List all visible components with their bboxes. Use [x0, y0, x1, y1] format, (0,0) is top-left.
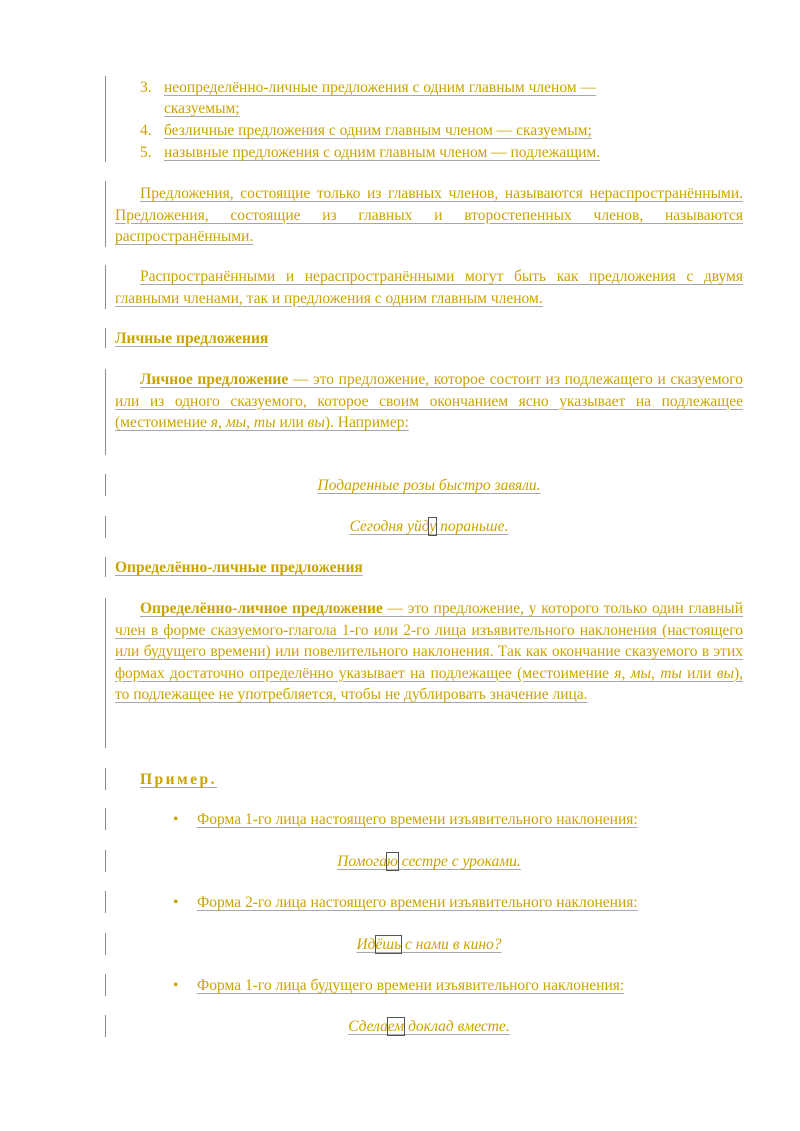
list-item: [140, 77, 740, 119]
example-sentence: Помогаю сестре с уроками.: [337, 853, 521, 870]
section-heading-definite-personal: Определённо-личные предложения: [115, 559, 363, 576]
bullet-icon: •: [173, 977, 179, 994]
change-bar: [105, 933, 106, 955]
section-heading-personal: Личные предложения: [115, 330, 269, 347]
change-bar: [105, 328, 106, 348]
list-text: безличные предложения с одним главным членом — сказуемым;: [164, 122, 592, 139]
ending-highlight: у: [429, 518, 437, 535]
paragraph-simple-sentences: Предложения, состоящие только из главных членов, называются нераспространёнными. Предложения, состоящие из главных и второстепенных членов, называются распространёнными.: [115, 185, 743, 245]
ending-highlight: ю: [386, 853, 398, 870]
bullet-item: • Форма 1-го лица будущего времени изъявительного наклонения:: [173, 977, 625, 994]
example-sentence: Идёшь с нами в кино?: [356, 936, 502, 953]
list-item: [140, 120, 740, 141]
definition-definite-personal: Определённо-личное предложение — это предложение, у которого только один главный член в форме сказуемого-глагола 1-го или 2-го лица изъявительного наклонения (настоящего или будущего времени) или повелительного наклонения. Так как окончание сказуемого в этих формах достаточно определённо указывает на подлежащее (местоимение я, мы, ты или вы), то подлежащее не употребляется, чтобы не дублировать значение лица.: [115, 600, 744, 703]
list-text: неопределённо-личные предложения с одним главным членом —: [164, 79, 596, 96]
change-bar: [105, 808, 106, 830]
example-sentence: Подаренные розы быстро завяли.: [317, 477, 541, 494]
change-bar: [105, 265, 106, 309]
bullet-icon: •: [173, 894, 179, 911]
change-bar: [105, 974, 106, 996]
change-bar: [105, 598, 106, 748]
change-bar: [105, 557, 106, 577]
bullet-icon: •: [173, 811, 179, 828]
term-personal: Личное предложение: [140, 371, 289, 388]
bullet-item: • Форма 2-го лица настоящего времени изъявительного наклонения:: [173, 894, 638, 911]
change-bar: [105, 181, 106, 247]
list-number: 4.: [140, 122, 152, 139]
change-bar: [105, 474, 106, 496]
term-definite-personal: Определённо-личное предложение: [140, 600, 383, 617]
change-bar: [105, 768, 106, 790]
change-bar: [105, 516, 106, 538]
list-number: 3.: [140, 79, 152, 96]
change-bar: [105, 76, 106, 162]
list-text: назывные предложения с одним главным членом — подлежащим.: [164, 144, 601, 161]
example-heading: Пример.: [140, 771, 218, 788]
list-item: [140, 142, 740, 163]
example-sentence: Сегодня уйду пораньше.: [349, 518, 509, 535]
change-bar: [105, 850, 106, 872]
change-bar: [105, 891, 106, 913]
change-bar: [105, 1015, 106, 1037]
list-text-continuation: сказуемым;: [164, 100, 240, 117]
ending-highlight: ем: [387, 1018, 405, 1035]
example-sentence: Сделаем доклад вместе.: [348, 1018, 510, 1035]
paragraph-extended-sentences: Распространёнными и нераспространёнными могут быть как предложения с двумя главными членами, так и предложения с одним главным членом.: [115, 268, 743, 307]
bullet-item: • Форма 1-го лица настоящего времени изъявительного наклонения:: [173, 811, 638, 828]
ending-highlight: ёшь: [375, 936, 402, 953]
change-bar: [105, 369, 106, 455]
list-number: 5.: [140, 144, 152, 161]
definition-personal: Личное предложение — это предложение, которое состоит из подлежащего и сказуемого или из одного сказуемого, которое своим окончанием ясно указывает на подлежащее (местоимение я, мы, ты или вы). Например:: [115, 371, 743, 431]
